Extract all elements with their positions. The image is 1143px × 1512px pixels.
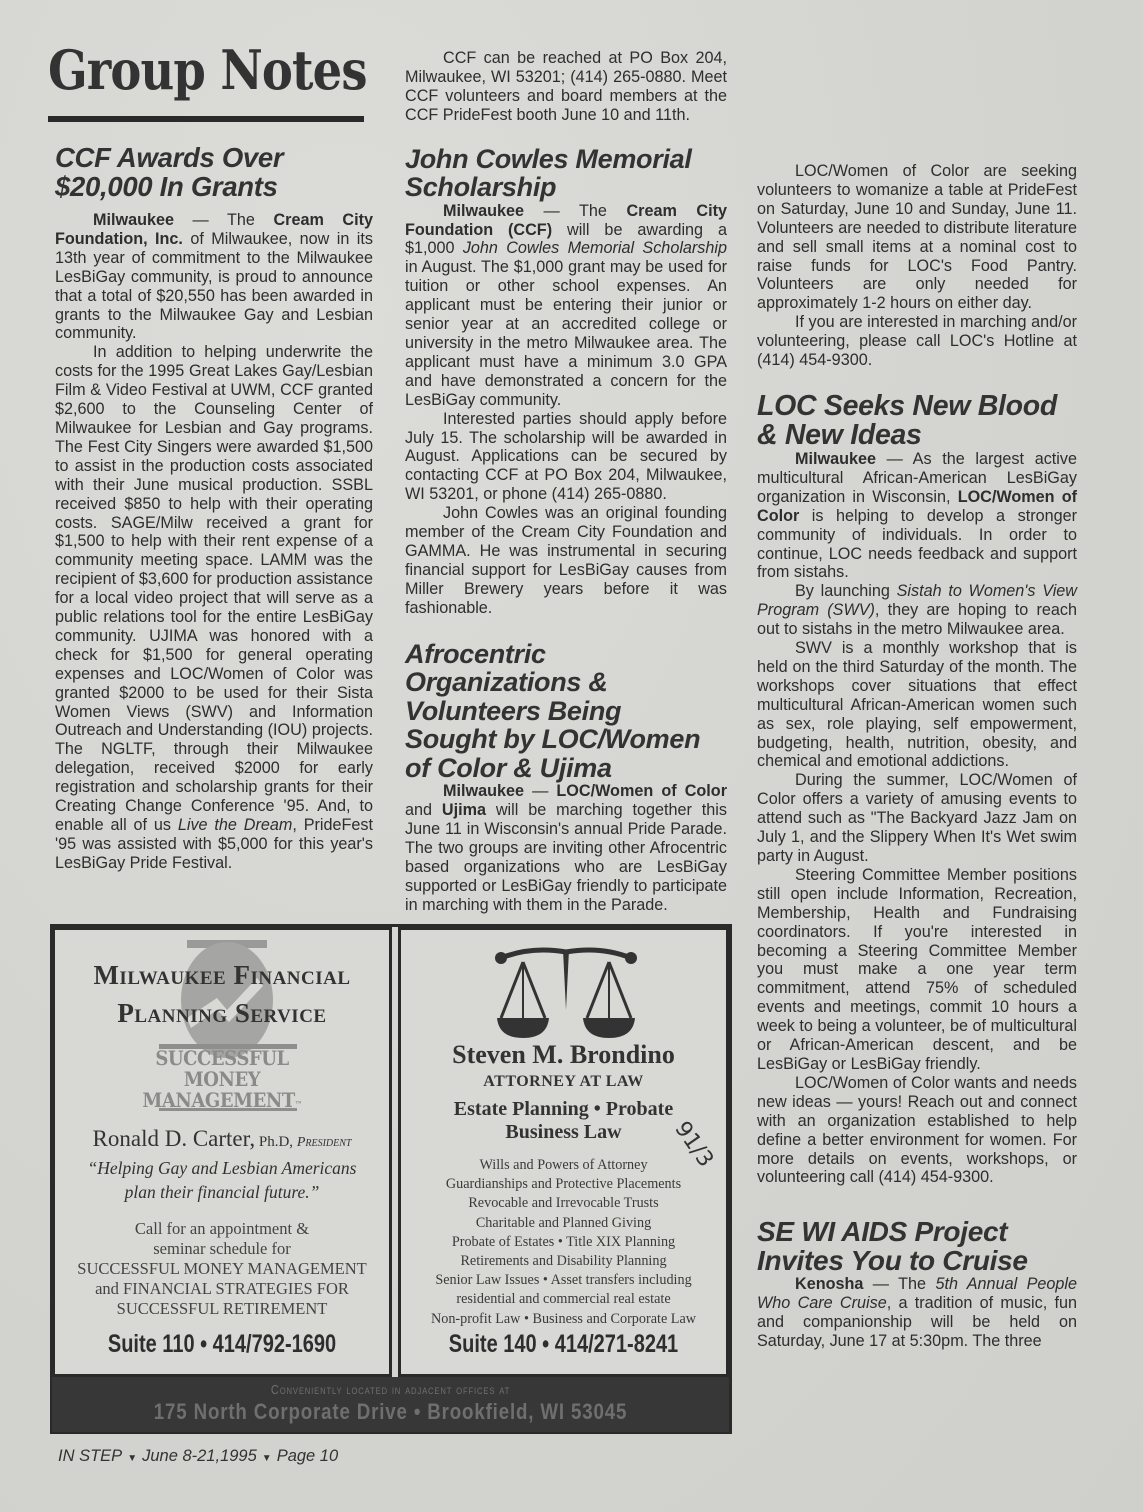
attorney-title: ATTORNEY AT LAW [483,1073,644,1090]
dateline: Milwaukee [93,211,174,229]
page-footer [58,1447,338,1466]
section-title: Group Notes [48,38,367,102]
org-name: LOC/Women of Color [757,487,1077,525]
ccf-grants-paragraph-2: In addition to helping underwrite the costs for the 1995 Great Lakes Gay/Lesbian Film & Video Festival at UWM, CCF granted $2,600 to the Counseling Center of Milwaukee for Lesbian and Gay programs. The Fest City Singers were awarded $1,500 to assist in the production costs associated with their June musical production. SSBL received $850 to help with their operating costs. SAGE/Milw received a grant for $1,500 to help with their rent expense of a community meeting space. LAMM was the recipient of $3,600 for production assistance for a local video project that will serve as a public relations tool for the entire LesBiGay community. UJIMA was honored with a check for $1,500 for general operating expenses and LOC/Women of Color was granted $2000 to be used for their Sista Women Views (SWV) and Information Outreach and Understanding (IOU) projects. The NGLTF, through their Milwaukee delegation, received $2000 for early registration and scholarship grants for their Creating Change Conference '95. And, to enable all of us Live the Dream, PrideFest '95 was assisted with $5,000 for this year's LesBiGay Pride Festival. [55,343,373,872]
service-item: Revocable and Irrevocable Trusts [468,1195,659,1212]
ad-financial-planning [52,927,392,1377]
service-item: Wills and Powers of Attorney [479,1157,648,1173]
ad-slogan: “Helping Gay and Lesbian Americans plan their financial future.” [87,1158,357,1202]
headline-ccf-grants: CCF Awards Over $20,000 In Grants [55,142,284,202]
cowles-paragraph-2: Interested parties should apply before July 15. The scholarship will be awarded in August. Applications can be secured by contacting CCF at PO Box 204, Milwaukee, WI 53201, or phone (414) 265-0880. [405,409,727,504]
services-list [401,1156,726,1329]
column-2 [405,49,727,914]
org-name: Cream City Foundation (CCF) [405,201,728,239]
practice-areas: Estate Planning • Probate Business Law [453,1098,674,1143]
contact-phone: Suite 110 • 414/792-1690 [107,1330,337,1358]
service-item: residential and commercial real estate [456,1291,671,1308]
headline-loc-new-blood: LOC Seeks New Blood & New Ideas [757,389,1057,451]
loc-paragraph-3: SWV is a monthly workshop that is held on the third Saturday of the month. The workshops cover situations that effect multicultural African-American women such as sex, role playing, self empowerment, budgeting, health, nutrition, obesity, and chemical and emotional addictions. [757,639,1077,771]
loc-paragraph-2: By launching Sistah to Women's View Program (SWV), they are hoping to reach out to sistahs in the metro Milwaukee area. [757,582,1077,639]
separator-icon: ▼ [261,1453,272,1464]
title-rule [48,116,364,122]
dateline: Milwaukee [443,201,524,220]
attorney-name: Steven M. Brondino [452,1040,675,1069]
ccf-grants-paragraph-1: Milwaukee — The Cream City Foundation, Inc. of Milwaukee, now in its 13th year of commitment to the Milwaukee LesBiGay community, is proud to announce that a total of $20,550 has been awarded in grants to the Milwaukee Gay and Lesbian community. [55,211,374,343]
service-item: Retirements and Disability Planning [460,1253,667,1270]
afrocentric-paragraph-3: If you are interested in marching and/or volunteering, please call LOC's Hotline at (414) 454-9300. [757,313,1077,370]
headline-aids-cruise: SE WI AIDS Project Invites You to Cruise [757,1216,1028,1277]
logo-text: SUCCESSFUL MONEY MANAGEMENT™ [142,1046,302,1112]
issue-date: June 8-21,1995 [142,1447,257,1465]
service-item: Guardianships and Protective Placements [445,1176,682,1193]
separator-icon: ▼ [127,1453,138,1464]
service-item: Non-profit Law • Business and Corporate Law [430,1310,696,1327]
afrocentric-paragraph-2: LOC/Women of Color are seeking volunteers to womanize a table at PrideFest on Saturday, June 10 and Sunday, June 11. Volunteers are needed to distribute literature and sell small items at a nominal cost to raise funds for LOC's Food Pantry. Volunteers are only needed for approximately 1-2 hours on either day. [757,162,1077,313]
ad-attorney [398,927,729,1377]
service-item: Senior Law Issues • Asset transfers including [435,1272,692,1289]
page-number: Page 10 [276,1447,339,1465]
ad-address-banner: Conveniently located in adjacent offices at 175 North Corporate Drive • Brookfield, WI 53045 [52,1377,729,1432]
call-to-action: Call for an appointment & seminar schedule for SUCCESSFUL MONEY MANAGEMENT and FINANCIAL STRATEGIES FOR SUCCESSFUL RETIREMENT [77,1219,367,1318]
org-name: Cream City Foundation, Inc. [55,211,374,248]
dateline: Milwaukee [795,449,876,468]
loc-paragraph-6: LOC/Women of Color wants and needs new ideas — yours! Reach out and connect with an organization established to help define a better environment for women. For more details on events, workshops, or volunteering call (414) 454-9300. [757,1073,1077,1187]
dateline: Kenosha [795,1275,864,1294]
cowles-paragraph-3: John Cowles was an original founding member of the Cream City Foundation and GAMMA. He was instrumental in securing financial support for LesBiGay causes from Miller Brewery years before it was fashionable. [405,504,727,617]
service-item: Charitable and Planned Giving [475,1214,652,1231]
service-item: Probate of Estates • Title XIX Planning [451,1233,676,1250]
loc-paragraph-4: During the summer, LOC/Women of Color offers a variety of amusing events to attend such as "The Backyard Jazz Jam on July 1, and the Slippery When It's Wet swim party in August. [757,771,1077,865]
ccf-grants-paragraph-3: CCF can be reached at PO Box 204, Milwaukee, WI 53201; (414) 265-0880. Meet CCF volunteers and board members at the CCF PrideFest booth June 10 and 11th. [405,49,727,124]
column-1 [55,143,373,873]
scales-of-justice-icon [481,938,651,1038]
cowles-paragraph-1: Milwaukee — The Cream City Foundation (CCF) will be awarding a $1,000 John Cowles Memorial Scholarship in August. The $1,000 grant may be used for tuition or other school expenses. An applicant must be entering their junior or senior year at an accredited college or university in the metro Milwaukee area. The applicant must have a minimum 3.0 GPA and have demonstrated a concern for the LesBiGay community. [405,201,728,409]
column-3 [757,49,1077,1351]
publication-name: IN STEP [58,1447,123,1465]
aids-cruise-paragraph-1: Kenosha — The 5th Annual People Who Care Cruise, a tradition of music, fun and companionship will be held on Saturday, June 17 at 5:30pm. The three [757,1275,1077,1351]
afrocentric-paragraph-1: Milwaukee — LOC/Women of Color and Ujima will be marching together this June 11 in Wisconsin's annual Pride Parade. The two groups are inviting other Afrocentric based organizations who are LesBiGay supported or LesBiGay friendly to participate in marching with them in the Parade. [405,782,727,914]
advertiser-name: Ronald D. Carter, Ph.D, President [92,1126,352,1151]
loc-paragraph-1: Milwaukee — As the largest active multicultural African-American LesBiGay organization in Wisconsin, LOC/Women of Color is helping to develop a stronger community of individuals. In order to continue, LOC needs feedback and support from sistahs. [757,449,1077,582]
contact-phone: Suite 140 • 414/271-8241 [448,1330,679,1358]
handwritten-note: 91/3 [669,1117,719,1172]
ad-title: Milwaukee Financial Planning Service [93,960,351,1028]
headline-cowles-scholarship: John Cowles Memorial Scholarship [405,143,692,203]
headline-afrocentric: Afrocentric Organizations & Volunteers Being Sought by LOC/Women of Color & Ujima [405,638,701,783]
loc-paragraph-5: Steering Committee Member positions still open include Information, Recreation, Membership, Health and Fundraising coordinators. If you're interested in becoming a Steering Committee Member you must make a one year term commitment, attend 75% of scheduled events and meetings, commit 10 hours a week to being a volunteer, be of multicultural or African-American descent, and be LesBiGay or LesBiGay friendly. [757,865,1077,1073]
dateline: Milwaukee [443,782,524,801]
